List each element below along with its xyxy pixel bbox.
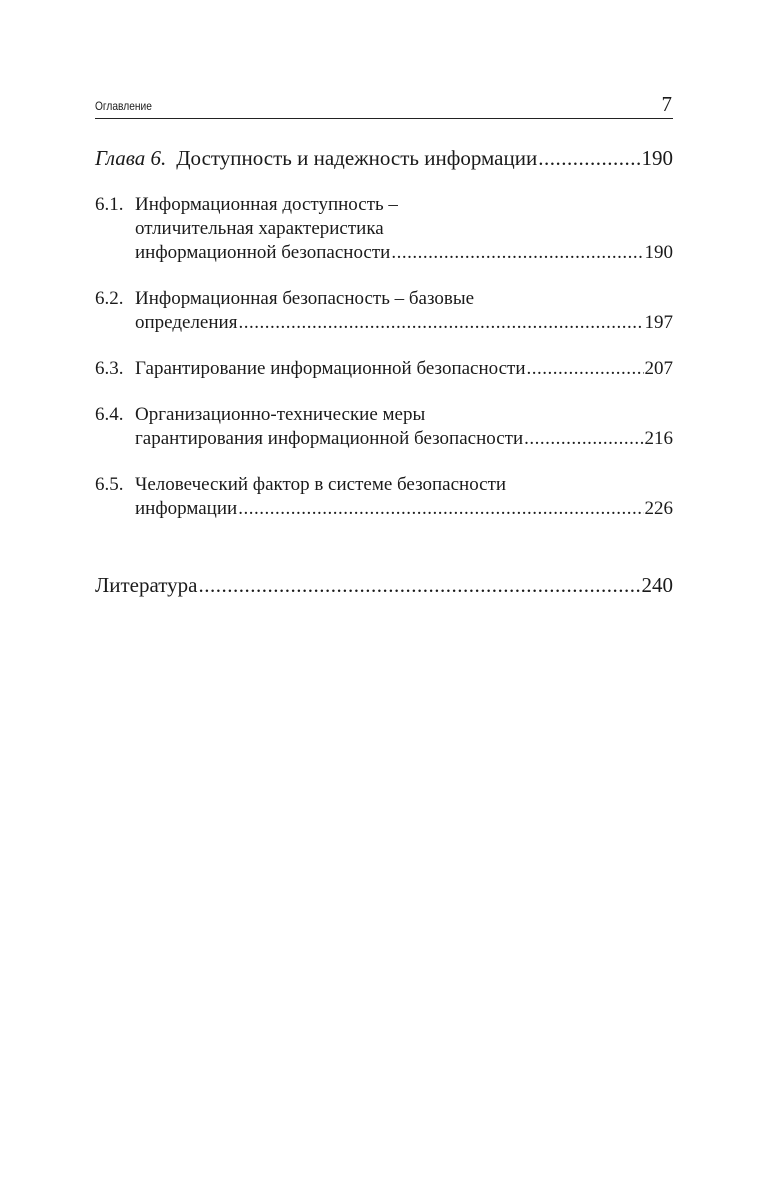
dot-leader (527, 357, 644, 381)
section-title-line: гарантирования информационной безопасности (135, 428, 524, 449)
dot-leader (238, 497, 643, 521)
dot-leader (538, 145, 640, 171)
page-number: 7 (661, 92, 672, 116)
running-header (95, 94, 673, 119)
toc-section-6-5[interactable] (95, 473, 673, 521)
chapter-label: Глава 6. (95, 146, 167, 170)
literature-title: Литература (95, 573, 198, 597)
section-number: 6.5. (95, 474, 124, 495)
dot-leader (198, 572, 640, 598)
toc-section-6-4[interactable] (95, 403, 673, 451)
chapter-page: 190 (641, 146, 673, 170)
section-title-line: отличительная характеристика (135, 218, 384, 239)
dot-leader (238, 311, 643, 335)
section-number: 6.2. (95, 288, 124, 309)
section-title-line: Организационно-технические меры (135, 404, 426, 425)
section-title-line: информационной безопасности (135, 242, 391, 263)
section-title-line: определения (135, 312, 238, 333)
section-page: 207 (644, 358, 673, 379)
section-title-line: Информационная доступность – (135, 194, 398, 215)
running-title: Оглавление (95, 99, 152, 113)
toc-section-6-3[interactable] (95, 357, 673, 381)
section-page: 216 (644, 428, 673, 449)
section-page: 226 (644, 498, 673, 519)
section-title-line: информации (135, 498, 238, 519)
table-of-contents (95, 145, 673, 598)
dot-leader (391, 241, 643, 265)
toc-literature[interactable] (95, 572, 673, 598)
section-title-line: Человеческий фактор в системе безопасности (135, 474, 507, 495)
toc-section-6-1[interactable] (95, 193, 673, 265)
chapter-title: Доступность и надежность информации (176, 146, 538, 170)
section-title-line: Гарантирование информационной безопасности (135, 358, 526, 379)
section-number: 6.3. (95, 358, 124, 379)
toc-chapter-6[interactable] (95, 145, 673, 171)
section-number: 6.1. (95, 194, 124, 215)
toc-section-6-2[interactable] (95, 287, 673, 335)
dot-leader (524, 427, 643, 451)
section-page: 190 (644, 242, 673, 263)
section-number: 6.4. (95, 404, 124, 425)
literature-page: 240 (641, 573, 673, 597)
section-page: 197 (644, 312, 673, 333)
section-title-line: Информационная безопасность – базовые (135, 288, 475, 309)
